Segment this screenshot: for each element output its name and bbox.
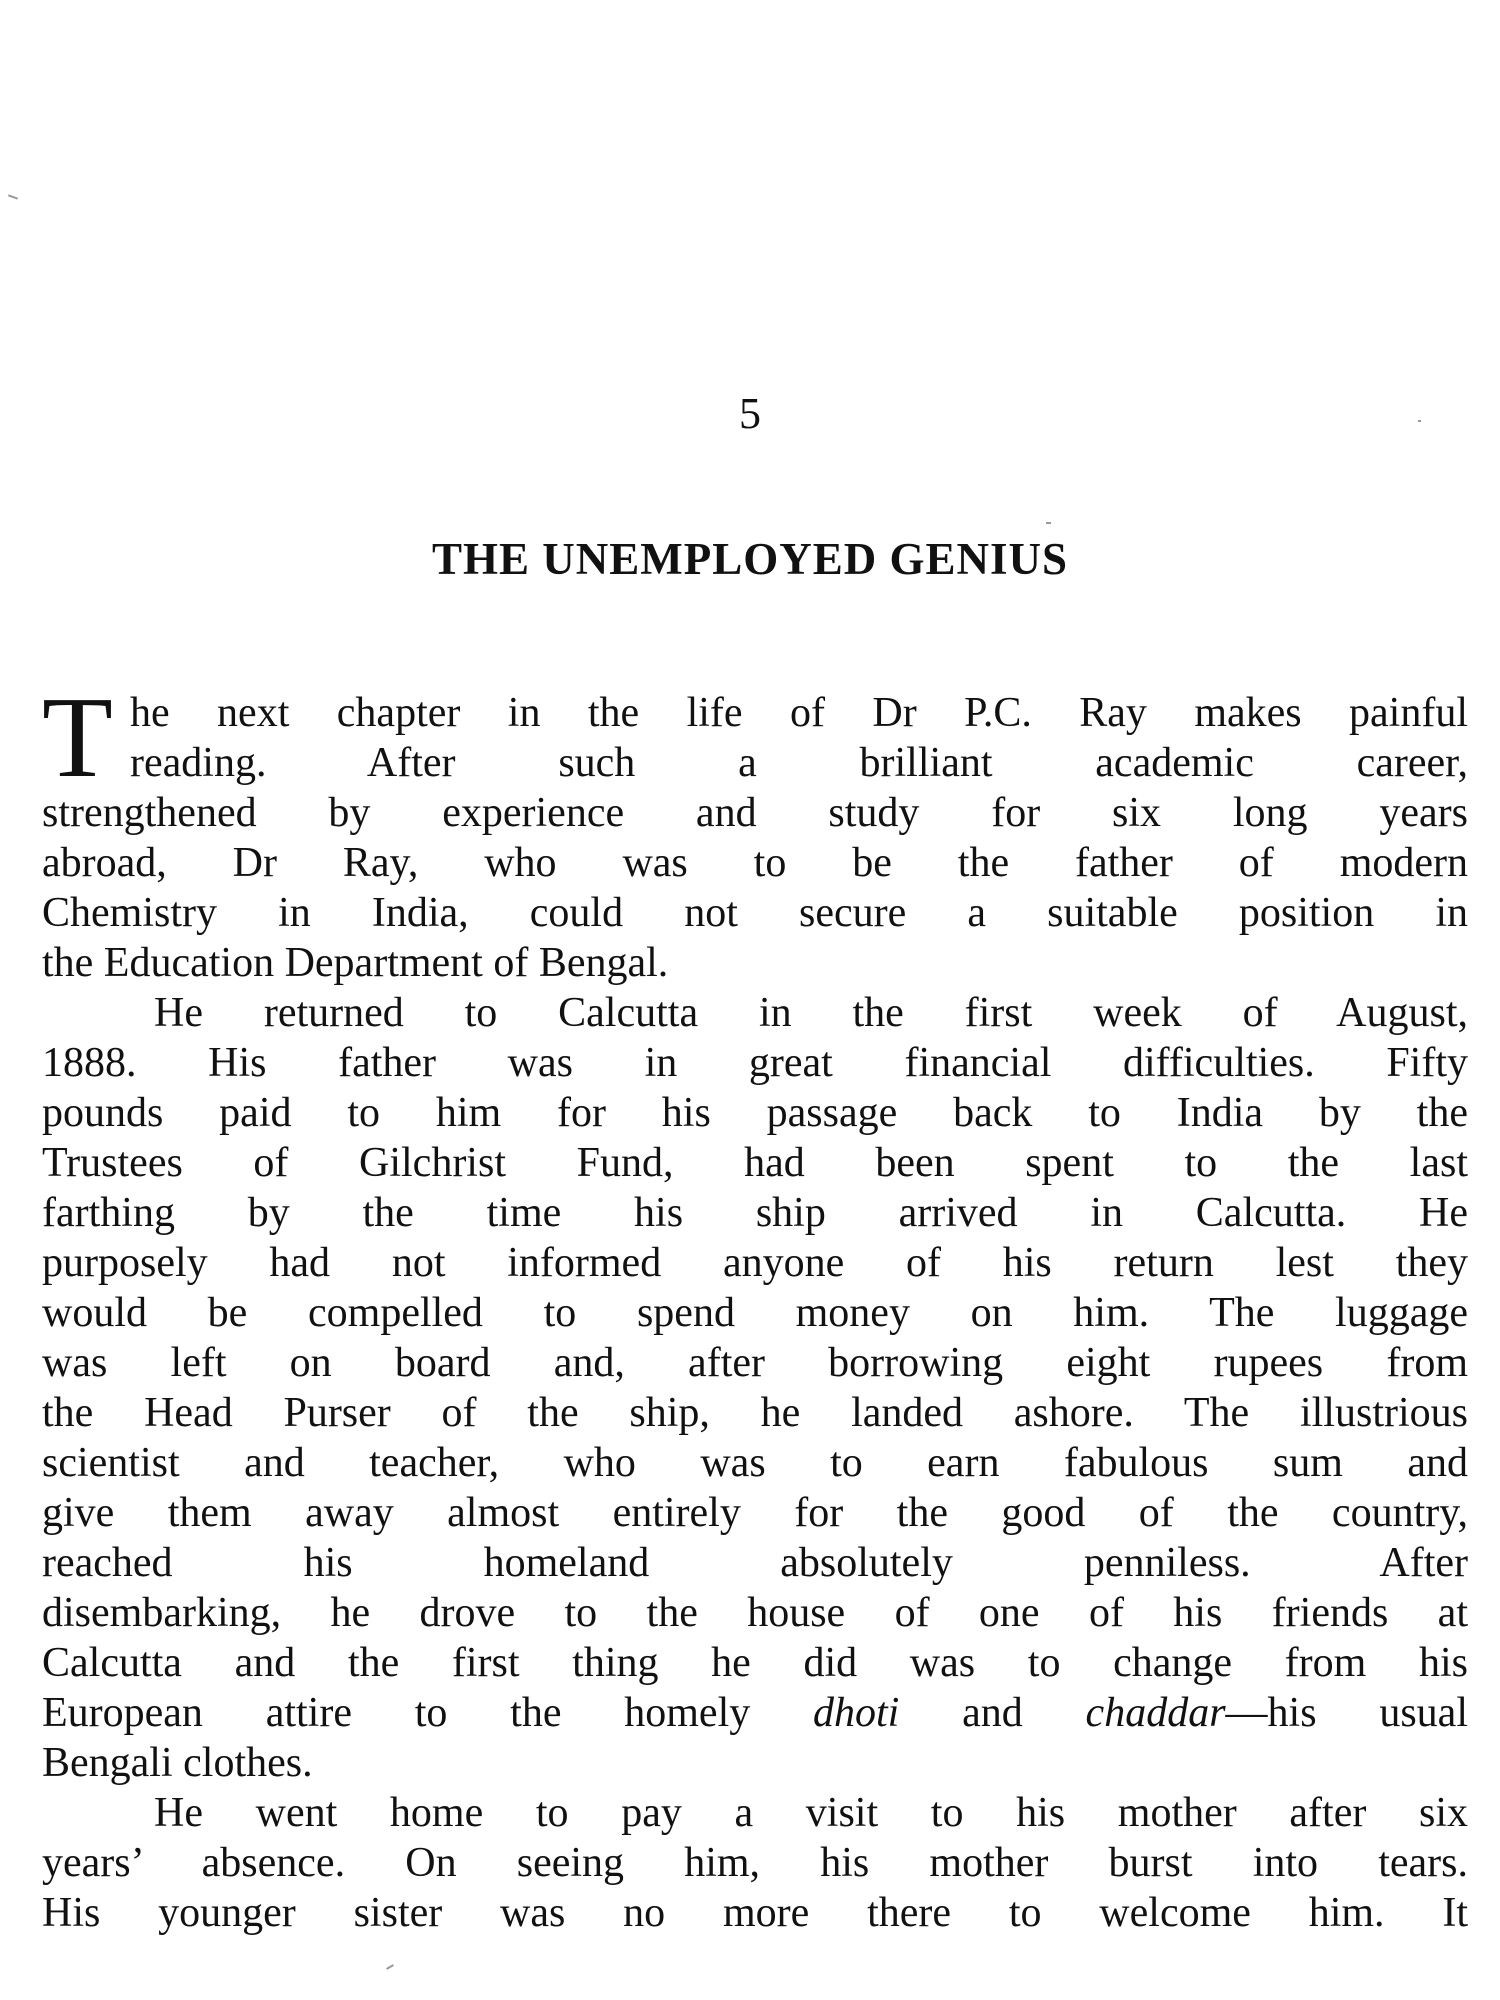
text-line: strengthened by experience and study for six long years — [42, 790, 1468, 836]
text-line: He went home to pay a visit to his mother after six — [154, 1790, 1468, 1836]
scan-speck — [1046, 522, 1051, 524]
italic-term: chaddar — [1085, 1690, 1226, 1736]
scan-speck — [386, 1964, 394, 1970]
text-line: His younger sister was no more there to welcome him. It — [42, 1890, 1468, 1936]
chapter-body — [42, 674, 1468, 1938]
text-line: give them away almost entirely for the good of the country, — [42, 1490, 1468, 1536]
text-line: farthing by the time his ship arrived in Calcutta. He — [42, 1190, 1468, 1236]
drop-cap: T — [42, 674, 113, 802]
text-line: Trustees of Gilchrist Fund, had been spent to the last — [42, 1140, 1468, 1186]
italic-term: dhoti — [813, 1690, 900, 1736]
text-line: reached his homeland absolutely penniless. After — [42, 1540, 1468, 1586]
chapter-title: THE UNEMPLOYED GENIUS — [431, 534, 1069, 584]
text-line: the Head Purser of the ship, he landed ashore. The illustrious — [42, 1390, 1468, 1436]
text-line: would be compelled to spend money on him. The luggage — [42, 1290, 1468, 1336]
chapter-number: 5 — [739, 389, 761, 438]
text-line: pounds paid to him for his passage back to India by the — [42, 1090, 1468, 1136]
scan-speck — [1418, 420, 1421, 422]
text-line: scientist and teacher, who was to earn fabulous sum and — [42, 1440, 1468, 1486]
scan-speck — [8, 194, 18, 199]
text-line: 1888. His father was in great financial difficulties. Fifty — [42, 1040, 1468, 1086]
text-line: European attire to the homely dhoti and chaddar—his usual — [42, 1690, 1468, 1736]
text-line: He returned to Calcutta in the first week of August, — [154, 990, 1468, 1036]
text-line: purposely had not informed anyone of his return lest they — [42, 1240, 1468, 1286]
text-line: abroad, Dr Ray, who was to be the father of modern — [42, 840, 1468, 886]
text-line: years’ absence. On seeing him, his mother burst into tears. — [42, 1840, 1468, 1886]
text-line: he next chapter in the life of Dr P.C. Ray makes painful — [130, 690, 1468, 736]
text-line: reading. After such a brilliant academic career, — [130, 740, 1468, 786]
text-line: Bengali clothes. — [42, 1740, 313, 1786]
text-line: the Education Department of Bengal. — [42, 940, 669, 986]
text-line: disembarking, he drove to the house of one of his friends at — [42, 1590, 1468, 1636]
text-line: Calcutta and the first thing he did was to change from his — [42, 1640, 1468, 1686]
text-line: was left on board and, after borrowing eight rupees from — [42, 1340, 1468, 1386]
text-line: Chemistry in India, could not secure a suitable position in — [42, 890, 1468, 936]
